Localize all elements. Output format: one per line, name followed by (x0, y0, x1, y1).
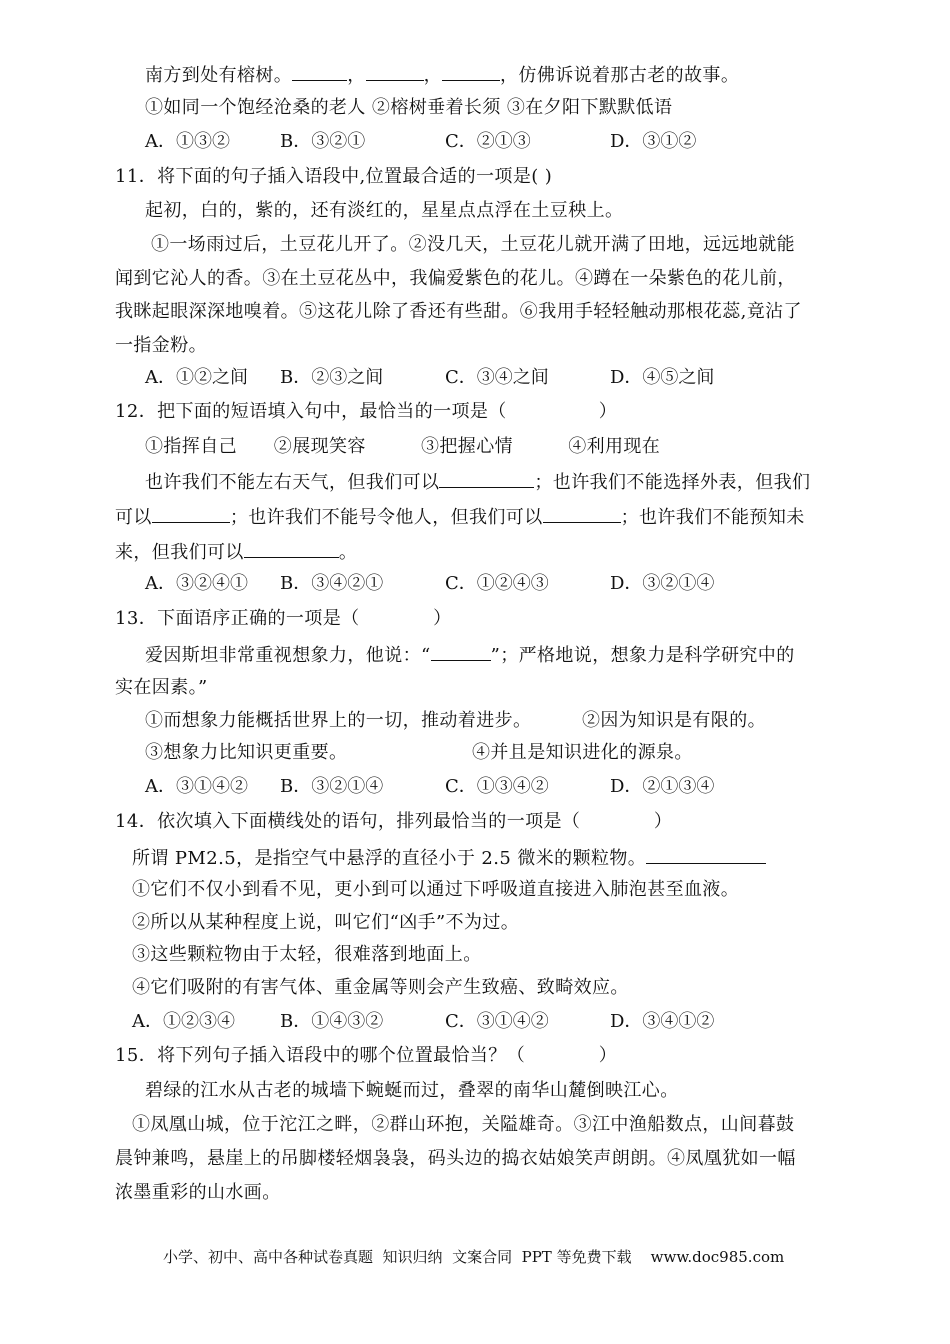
q10-options (145, 131, 745, 153)
q12-option-c[interactable]: C．①②④③ (445, 573, 549, 594)
q13-item-1: ①而想象力能概括世界上的一切，推动着进步。 (145, 710, 532, 731)
q11-option-d[interactable]: D．④⑤之间 (610, 367, 715, 388)
q15-sentence: 碧绿的江水从古老的城墙下蜿蜒而过，叠翠的南华山麓倒映江心。 (145, 1080, 679, 1101)
q13-option-d[interactable]: D．②①③④ (610, 776, 715, 797)
q13-item-3: ③想象力比知识更重要。 (145, 742, 348, 763)
q12-options (145, 573, 745, 595)
q11-para-line-2: 闻到它沁人的香。③在土豆花丛中，我偏爱紫色的花儿。④蹲在一朵紫色的花儿前， (115, 268, 796, 289)
q11-para-line-3: 我眯起眼深深地嗅着。⑤这花儿除了香还有些甜。⑥我用手轻轻触动那根花蕊,竟沾了 (115, 301, 802, 322)
q13-line-1: 爱因斯坦非常重视想象力，他说：“ ”；严格地说，想象力是科学研究中的 (145, 645, 795, 666)
q11-para-line-1: ①一场雨过后，土豆花儿开了。②没几天，土豆花儿就开满了田地，远远地就能 (151, 234, 795, 255)
q10-blank-3 (442, 63, 500, 81)
q12-blank-4 (244, 540, 339, 558)
q10-option-c[interactable]: C．②①③ (445, 131, 531, 152)
q14-option-c[interactable]: C．③①④② (445, 1011, 549, 1032)
q14-option-d[interactable]: D．③④①② (610, 1011, 715, 1032)
q10-blank-1 (292, 63, 347, 81)
q14-blank (646, 846, 766, 864)
q14-options (132, 1011, 732, 1033)
q10-option-b[interactable]: B．③②① (280, 131, 366, 152)
q10-option-a[interactable]: A．①③② (145, 131, 230, 152)
q11-para-line-4: 一指金粉。 (115, 335, 207, 356)
q14-item-4: ④它们吸附的有害气体、重金属等则会产生致癌、致畸效应。 (132, 977, 629, 998)
q12-blank-2 (152, 505, 230, 523)
q10-option-d[interactable]: D．③①② (610, 131, 697, 152)
q11-option-a[interactable]: A．①②之间 (145, 367, 248, 388)
q12-line-2: 可以 ；也许我们不能号令他人，但我们可以 ；也许我们不能预知未 (115, 507, 805, 528)
q10-blank-2 (366, 63, 424, 81)
q14-option-a[interactable]: A．①②③④ (132, 1011, 235, 1032)
q13-option-b[interactable]: B．③②①④ (280, 776, 384, 797)
q11-options (145, 367, 745, 389)
q13-options (145, 776, 745, 798)
q15-stem: 15．将下列句子插入语段中的哪个位置最恰当？（ ） (115, 1045, 618, 1066)
q12-stem: 12．把下面的短语填入句中，最恰当的一项是（ ） (115, 401, 618, 422)
q13-blank (431, 643, 491, 661)
q13-item-4: ④并且是知识进化的源泉。 (472, 742, 693, 763)
q13-item-2: ②因为知识是有限的。 (582, 710, 766, 731)
q15-para-line-3: 浓墨重彩的山水画。 (115, 1182, 281, 1203)
q10-items: ①如同一个饱经沧桑的老人 ②榕树垂着长须 ③在夕阳下默默低语 (145, 97, 673, 118)
q11-sentence: 起初，白的，紫的，还有淡红的，星星点点浮在土豆秧上。 (145, 200, 624, 221)
q12-line-1: 也许我们不能左右天气，但我们可以 ；也许我们不能选择外表，但我们 (145, 472, 811, 493)
q11-stem: 11．将下面的句子插入语段中,位置最合适的一项是( ) (115, 166, 553, 187)
q13-option-a[interactable]: A．③①④② (145, 776, 248, 797)
q13-option-c[interactable]: C．①③④② (445, 776, 549, 797)
page-footer[interactable]: 小学、初中、高中各种试卷真题 知识归纳 文案合同 PPT 等免费下载 www.doc985.com (163, 1248, 785, 1266)
q14-item-3: ③这些颗粒物由于太轻，很难落到地面上。 (132, 944, 482, 965)
q12-line-3: 来，但我们可以 。 (115, 542, 358, 563)
q13-line-2: 实在因素。” (115, 677, 208, 698)
q10-stem: 南方到处有榕树。 ， ， ，仿佛诉说着那古老的故事。 (145, 65, 740, 86)
q14-option-b[interactable]: B．①④③② (280, 1011, 384, 1032)
q15-para-line-2: 晨钟兼鸣，悬崖上的吊脚楼轻烟袅袅，码头边的捣衣姑娘笑声朗朗。④凤凰犹如一幅 (115, 1148, 796, 1169)
q14-stem: 14．依次填入下面横线处的语句，排列最恰当的一项是（ ） (115, 811, 673, 832)
q14-item-2: ②所以从某种程度上说，叫它们“凶手”不为过。 (132, 912, 520, 933)
q11-option-b[interactable]: B．②③之间 (280, 367, 384, 388)
q15-para-line-1: ①凤凰山城，位于沱江之畔，②群山环抱，关隘雄奇。③江中渔船数点，山间暮鼓 (132, 1114, 795, 1135)
q12-blank-1 (439, 470, 534, 488)
q11-option-c[interactable]: C．③④之间 (445, 367, 549, 388)
q14-lead: 所谓 PM2.5，是指空气中悬浮的直径小于 2.5 微米的颗粒物。 (132, 846, 766, 870)
q12-blank-3 (543, 505, 621, 523)
q12-option-a[interactable]: A．③②④① (145, 573, 248, 594)
q13-stem: 13．下面语序正确的一项是（ ） (115, 608, 452, 629)
q12-phrases: ①指挥自己 ②展现笑容 ③把握心情 ④利用现在 (145, 436, 661, 457)
q14-item-1: ①它们不仅小到看不见，更小到可以通过下呼吸道直接进入肺泡甚至血液。 (132, 879, 740, 900)
q12-option-d[interactable]: D．③②①④ (610, 573, 715, 594)
q12-option-b[interactable]: B．③④②① (280, 573, 384, 594)
